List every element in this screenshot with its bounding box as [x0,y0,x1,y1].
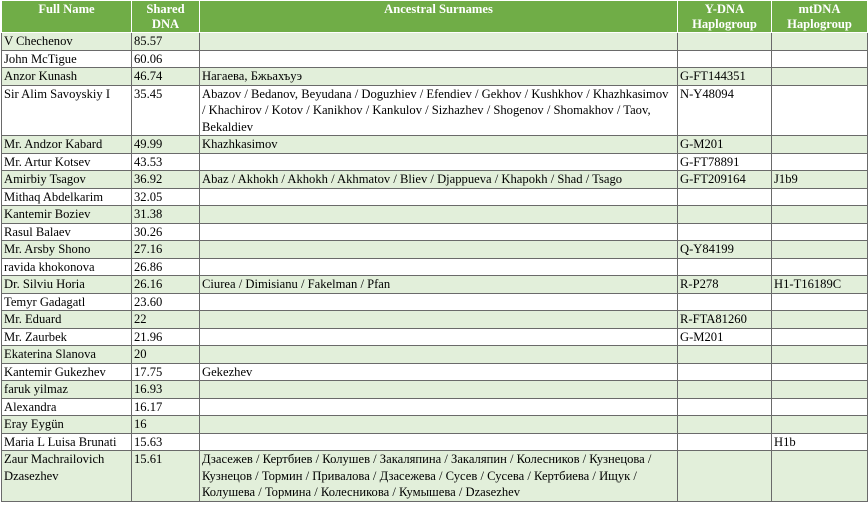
ydna-haplogroup-cell [678,206,772,224]
ancestral-surnames-cell [200,416,678,434]
mtdna-haplogroup-cell [772,451,868,502]
mtdna-haplogroup-cell [772,328,868,346]
ydna-haplogroup-cell: G-M201 [678,136,772,154]
name-cell: Kantemir Gukezhev [2,363,132,381]
mtdna-haplogroup-cell: J1b9 [772,171,868,189]
ancestral-surnames-cell [200,346,678,364]
name-cell: Rasul Balaev [2,223,132,241]
shared-dna-cell: 36.92 [132,171,200,189]
name-cell: Ekaterina Slanova [2,346,132,364]
ydna-haplogroup-cell [678,416,772,434]
name-cell: Dr. Silviu Horia [2,276,132,294]
name-cell: Eray Eygün [2,416,132,434]
dna-matches-table [1,0,868,502]
mtdna-haplogroup-cell: H1-T16189C [772,276,868,294]
ydna-haplogroup-cell [678,451,772,502]
table-row [2,346,868,364]
shared-dna-cell: 22 [132,311,200,329]
mtdna-haplogroup-cell [772,311,868,329]
shared-dna-cell: 15.63 [132,433,200,451]
table-row [2,293,868,311]
shared-dna-cell: 15.61 [132,451,200,502]
table-row [2,363,868,381]
header-row [2,1,868,33]
mtdna-haplogroup-cell [772,416,868,434]
ancestral-surnames-cell: Khazhkasimov [200,136,678,154]
shared-dna-cell: 23.60 [132,293,200,311]
ancestral-surnames-cell [200,328,678,346]
name-cell: Mr. Arsby Shono [2,241,132,259]
table-body [2,33,868,502]
name-cell: Mr. Artur Kotsev [2,153,132,171]
ydna-haplogroup-cell: Q-Y84199 [678,241,772,259]
ancestral-surnames-cell [200,206,678,224]
ancestral-surnames-cell [200,223,678,241]
ydna-haplogroup-cell [678,433,772,451]
shared-dna-cell: 16.93 [132,381,200,399]
name-cell: Sir Alim Savoyskiy I [2,85,132,136]
table-row [2,416,868,434]
ydna-haplogroup-cell: N-Y48094 [678,85,772,136]
name-cell: Kantemir Boziev [2,206,132,224]
ancestral-surnames-cell: Abazov / Bedanov, Beyudana / Doguzhiev / Efendiev / Gekhov / Kushkhov / Khazhkasimov / Khachirov / Kotov / Kanikhov / Kankulov / Sizhazhev / Shogenov / Shomakhov / Taov, Bekaldiev [200,85,678,136]
ydna-haplogroup-cell: R-FTA81260 [678,311,772,329]
ancestral-surnames-cell [200,398,678,416]
table-row [2,398,868,416]
ydna-haplogroup-cell: G-M201 [678,328,772,346]
ancestral-surnames-cell: Gekezhev [200,363,678,381]
table-row [2,311,868,329]
shared-dna-cell: 26.86 [132,258,200,276]
ancestral-surnames-cell [200,33,678,51]
name-cell: Alexandra [2,398,132,416]
ydna-haplogroup-cell [678,258,772,276]
ydna-haplogroup-cell: G-FT144351 [678,68,772,86]
shared-dna-cell: 17.75 [132,363,200,381]
ydna-haplogroup-cell [678,33,772,51]
name-cell: John McTigue [2,50,132,68]
name-cell: Anzor Kunash [2,68,132,86]
table-row [2,276,868,294]
ydna-haplogroup-cell [678,50,772,68]
mtdna-haplogroup-cell [772,33,868,51]
mtdna-haplogroup-cell [772,363,868,381]
ancestral-surnames-cell [200,258,678,276]
ydna-haplogroup-cell: G-FT209164 [678,171,772,189]
table-header [2,1,868,33]
shared-dna-cell: 60.06 [132,50,200,68]
table-row [2,171,868,189]
ydna-haplogroup-cell [678,293,772,311]
shared-dna-cell: 32.05 [132,188,200,206]
shared-dna-cell: 35.45 [132,85,200,136]
header-mtdna-haplogroup: mtDNA Haplogroup [772,1,868,33]
ydna-haplogroup-cell: R-P278 [678,276,772,294]
name-cell: Maria L Luisa Brunati [2,433,132,451]
ydna-haplogroup-cell [678,398,772,416]
shared-dna-cell: 85.57 [132,33,200,51]
ancestral-surnames-cell [200,311,678,329]
ydna-haplogroup-cell [678,223,772,241]
table-row [2,85,868,136]
name-cell: Mr. Eduard [2,311,132,329]
shared-dna-cell: 30.26 [132,223,200,241]
mtdna-haplogroup-cell: H1b [772,433,868,451]
table-row [2,33,868,51]
ancestral-surnames-cell: Ciurea / Dimisianu / Fakelman / Pfan [200,276,678,294]
mtdna-haplogroup-cell [772,50,868,68]
shared-dna-cell: 31.38 [132,206,200,224]
shared-dna-cell: 26.16 [132,276,200,294]
mtdna-haplogroup-cell [772,398,868,416]
ydna-haplogroup-cell [678,381,772,399]
name-cell: Mithaq Abdelkarim [2,188,132,206]
shared-dna-cell: 21.96 [132,328,200,346]
name-cell: Temyr Gadagatl [2,293,132,311]
table-row [2,153,868,171]
mtdna-haplogroup-cell [772,346,868,364]
ydna-haplogroup-cell [678,346,772,364]
mtdna-haplogroup-cell [772,293,868,311]
shared-dna-cell: 43.53 [132,153,200,171]
ydna-haplogroup-cell: G-FT78891 [678,153,772,171]
header-full-name: Full Name [2,1,132,33]
ancestral-surnames-cell [200,188,678,206]
ancestral-surnames-cell [200,50,678,68]
name-cell: Zaur Machrailovich Dzasezhev [2,451,132,502]
table-row [2,50,868,68]
mtdna-haplogroup-cell [772,188,868,206]
ydna-haplogroup-cell [678,188,772,206]
table-row [2,381,868,399]
mtdna-haplogroup-cell [772,241,868,259]
ancestral-surnames-cell [200,293,678,311]
mtdna-haplogroup-cell [772,223,868,241]
mtdna-haplogroup-cell [772,381,868,399]
ydna-haplogroup-cell [678,363,772,381]
ancestral-surnames-cell: Дзасежев / Кертбиев / Колушев / Закаляпина / Закаляпин / Колесников / Кузнецова / Кузнецов / Тормин / Привалова / Дзасежева / Сусев / Сусева / Кертбиева / Ищук / Колушева / Тормина / Колесникова / Кумышева / Dzasezhev [200,451,678,502]
ancestral-surnames-cell: Abaz / Akhokh / Akhokh / Akhmatov / Bliev / Djappueva / Khapokh / Shad / Tsago [200,171,678,189]
ancestral-surnames-cell: Нагаева, Бжьахъуэ [200,68,678,86]
shared-dna-cell: 20 [132,346,200,364]
table-row [2,68,868,86]
table-row [2,223,868,241]
name-cell: faruk yilmaz [2,381,132,399]
shared-dna-cell: 27.16 [132,241,200,259]
shared-dna-cell: 16.17 [132,398,200,416]
table-row [2,136,868,154]
name-cell: V Chechenov [2,33,132,51]
header-shared-dna: Shared DNA [132,1,200,33]
table-row [2,433,868,451]
name-cell: ravida khokonova [2,258,132,276]
mtdna-haplogroup-cell [772,136,868,154]
table-row [2,241,868,259]
mtdna-haplogroup-cell [772,206,868,224]
ancestral-surnames-cell [200,433,678,451]
name-cell: Mr. Zaurbek [2,328,132,346]
ancestral-surnames-cell [200,381,678,399]
name-cell: Mr. Andzor Kabard [2,136,132,154]
mtdna-haplogroup-cell [772,258,868,276]
table-row [2,328,868,346]
shared-dna-cell: 49.99 [132,136,200,154]
header-ancestral-surnames: Ancestral Surnames [200,1,678,33]
ancestral-surnames-cell [200,153,678,171]
table-row [2,188,868,206]
mtdna-haplogroup-cell [772,153,868,171]
header-ydna-haplogroup: Y-DNA Haplogroup [678,1,772,33]
shared-dna-cell: 46.74 [132,68,200,86]
mtdna-haplogroup-cell [772,85,868,136]
name-cell: Amirbiy Tsagov [2,171,132,189]
table-row [2,451,868,502]
table-row [2,258,868,276]
shared-dna-cell: 16 [132,416,200,434]
mtdna-haplogroup-cell [772,68,868,86]
ancestral-surnames-cell [200,241,678,259]
table-row [2,206,868,224]
